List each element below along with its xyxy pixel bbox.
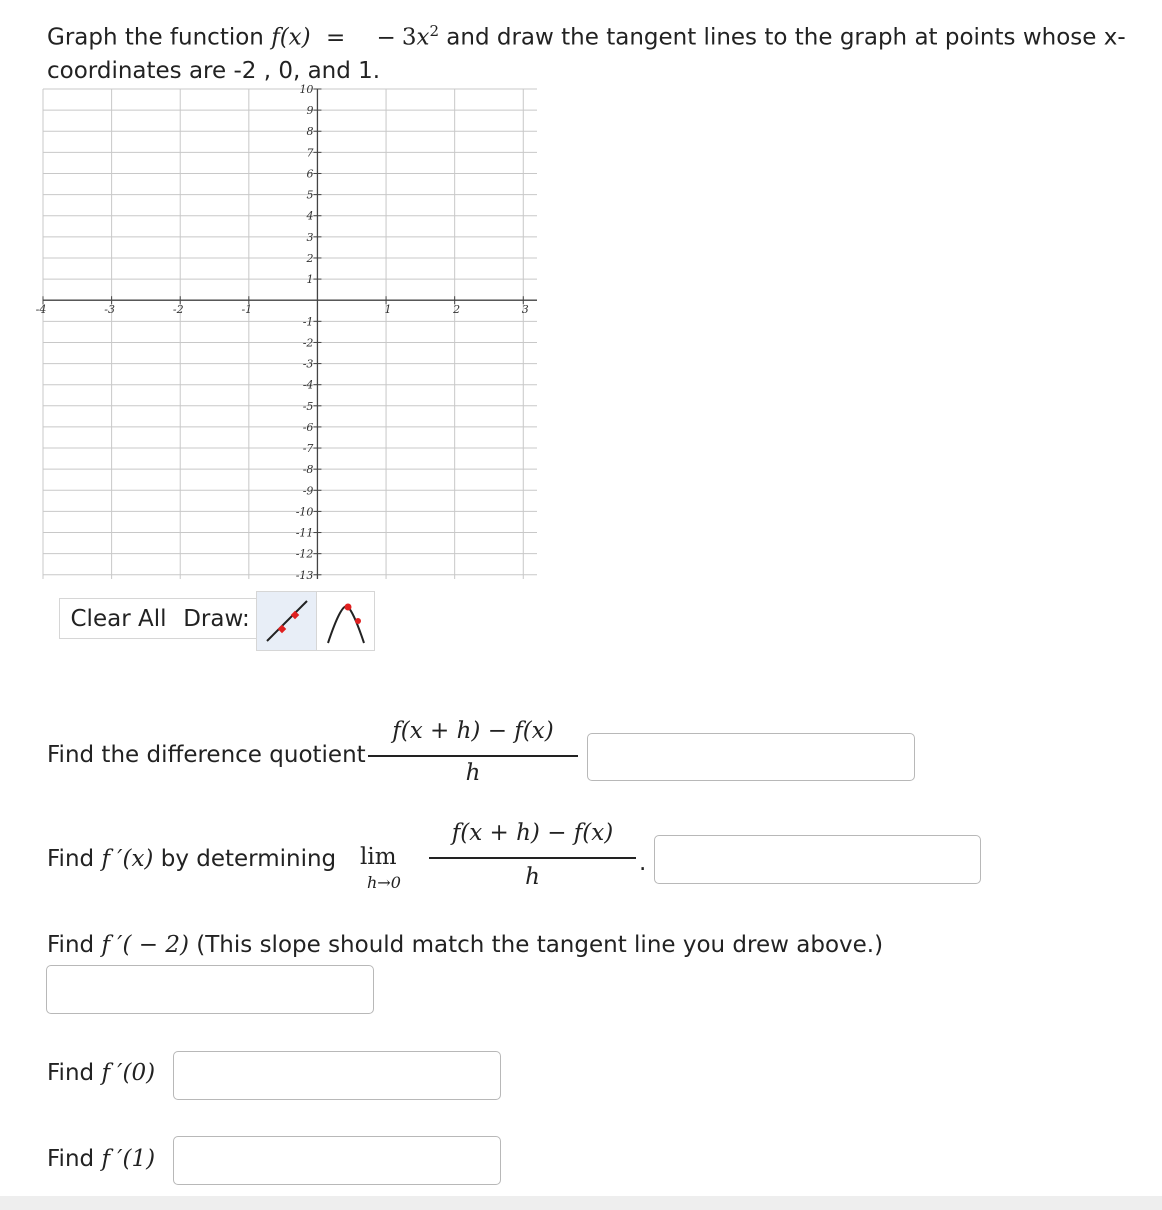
y-tick-label: 6 — [306, 167, 314, 181]
q1-label: Find the difference quotient — [47, 742, 366, 768]
draw-label: Draw: — [177, 598, 257, 639]
y-tick-label: 3 — [306, 230, 314, 244]
y-tick-label: -3 — [302, 357, 314, 371]
derivative-input[interactable] — [654, 835, 981, 884]
y-tick-label: 2 — [306, 251, 314, 265]
y-tick-label: -1 — [302, 315, 314, 329]
parabola-tool-icon — [322, 597, 370, 645]
clear-all-button[interactable]: Clear All — [59, 598, 178, 639]
x-tick-label: 3 — [521, 303, 529, 317]
q2-label: Find f ′(x) by determining — [47, 846, 337, 872]
question-line-1: Graph the function f(x) = − $3x^2$ and draw the tangent lines to the graph at points whose x- — [47, 22, 1126, 51]
q3-label: Find f ′( − 2) (This slope should match the tangent line you drew above.) — [47, 932, 884, 958]
graph-axes — [43, 89, 537, 579]
y-tick-label: 1 — [306, 273, 314, 287]
y-tick-label: -9 — [302, 484, 314, 498]
x-tick-label: 2 — [453, 303, 461, 317]
difference-quotient-input[interactable] — [587, 733, 915, 781]
y-tick-label: -12 — [295, 547, 314, 561]
limit-operator: lim — [360, 844, 397, 870]
y-tick-label: 4 — [306, 209, 314, 223]
y-tick-label: -5 — [302, 399, 314, 413]
y-tick-label: -7 — [302, 442, 314, 456]
y-tick-labels — [296, 83, 314, 582]
f-prime-1-input[interactable] — [173, 1136, 501, 1185]
q2-fraction-bar — [429, 857, 636, 859]
y-tick-label: 7 — [306, 146, 314, 160]
y-tick-label: -13 — [295, 568, 314, 582]
y-tick-label: 5 — [306, 188, 314, 202]
y-tick-label: -10 — [295, 505, 314, 519]
y-tick-label: 8 — [306, 125, 314, 139]
f-prime-neg2-input[interactable] — [46, 965, 374, 1014]
y-tick-label: 9 — [306, 104, 314, 118]
parabola-tool-button[interactable] — [316, 591, 375, 651]
x-tick-label: -2 — [172, 303, 184, 317]
function-name: f(x) — [271, 24, 311, 51]
graph-canvas[interactable] — [35, 83, 540, 582]
line-tool-icon — [263, 597, 311, 645]
f-prime-0-input[interactable] — [173, 1051, 501, 1100]
y-tick-label: 10 — [299, 83, 314, 96]
q4-label: Find f ′(0) — [47, 1060, 156, 1086]
y-tick-label: -8 — [302, 463, 314, 477]
x-tick-labels — [36, 303, 529, 316]
y-tick-label: -6 — [302, 420, 314, 434]
q2-numerator: f(x + h) − f(x) — [451, 820, 614, 846]
q2-denominator: h — [525, 864, 540, 890]
question-line-2: coordinates are -2 , 0, and 1. — [47, 58, 381, 84]
x-tick-label: -3 — [104, 303, 115, 317]
bottom-bar — [0, 1196, 1162, 1210]
graph-grid — [43, 89, 537, 579]
q1-denominator: h — [465, 760, 481, 786]
y-tick-label: -2 — [302, 336, 314, 350]
x-tick-label: 1 — [384, 303, 392, 317]
limit-subscript: h→0 — [367, 873, 401, 892]
q5-label: Find f ′(1) — [47, 1146, 156, 1172]
q1-fraction-bar — [368, 755, 578, 757]
x-tick-label: -4 — [35, 303, 47, 317]
y-tick-label: -4 — [302, 378, 314, 392]
q1-numerator: f(x + h) − f(x) — [392, 718, 554, 744]
q2-period: . — [639, 850, 647, 876]
y-tick-label: -11 — [295, 526, 314, 540]
x-tick-label: -1 — [241, 303, 253, 317]
line-tool-button[interactable] — [256, 591, 317, 651]
